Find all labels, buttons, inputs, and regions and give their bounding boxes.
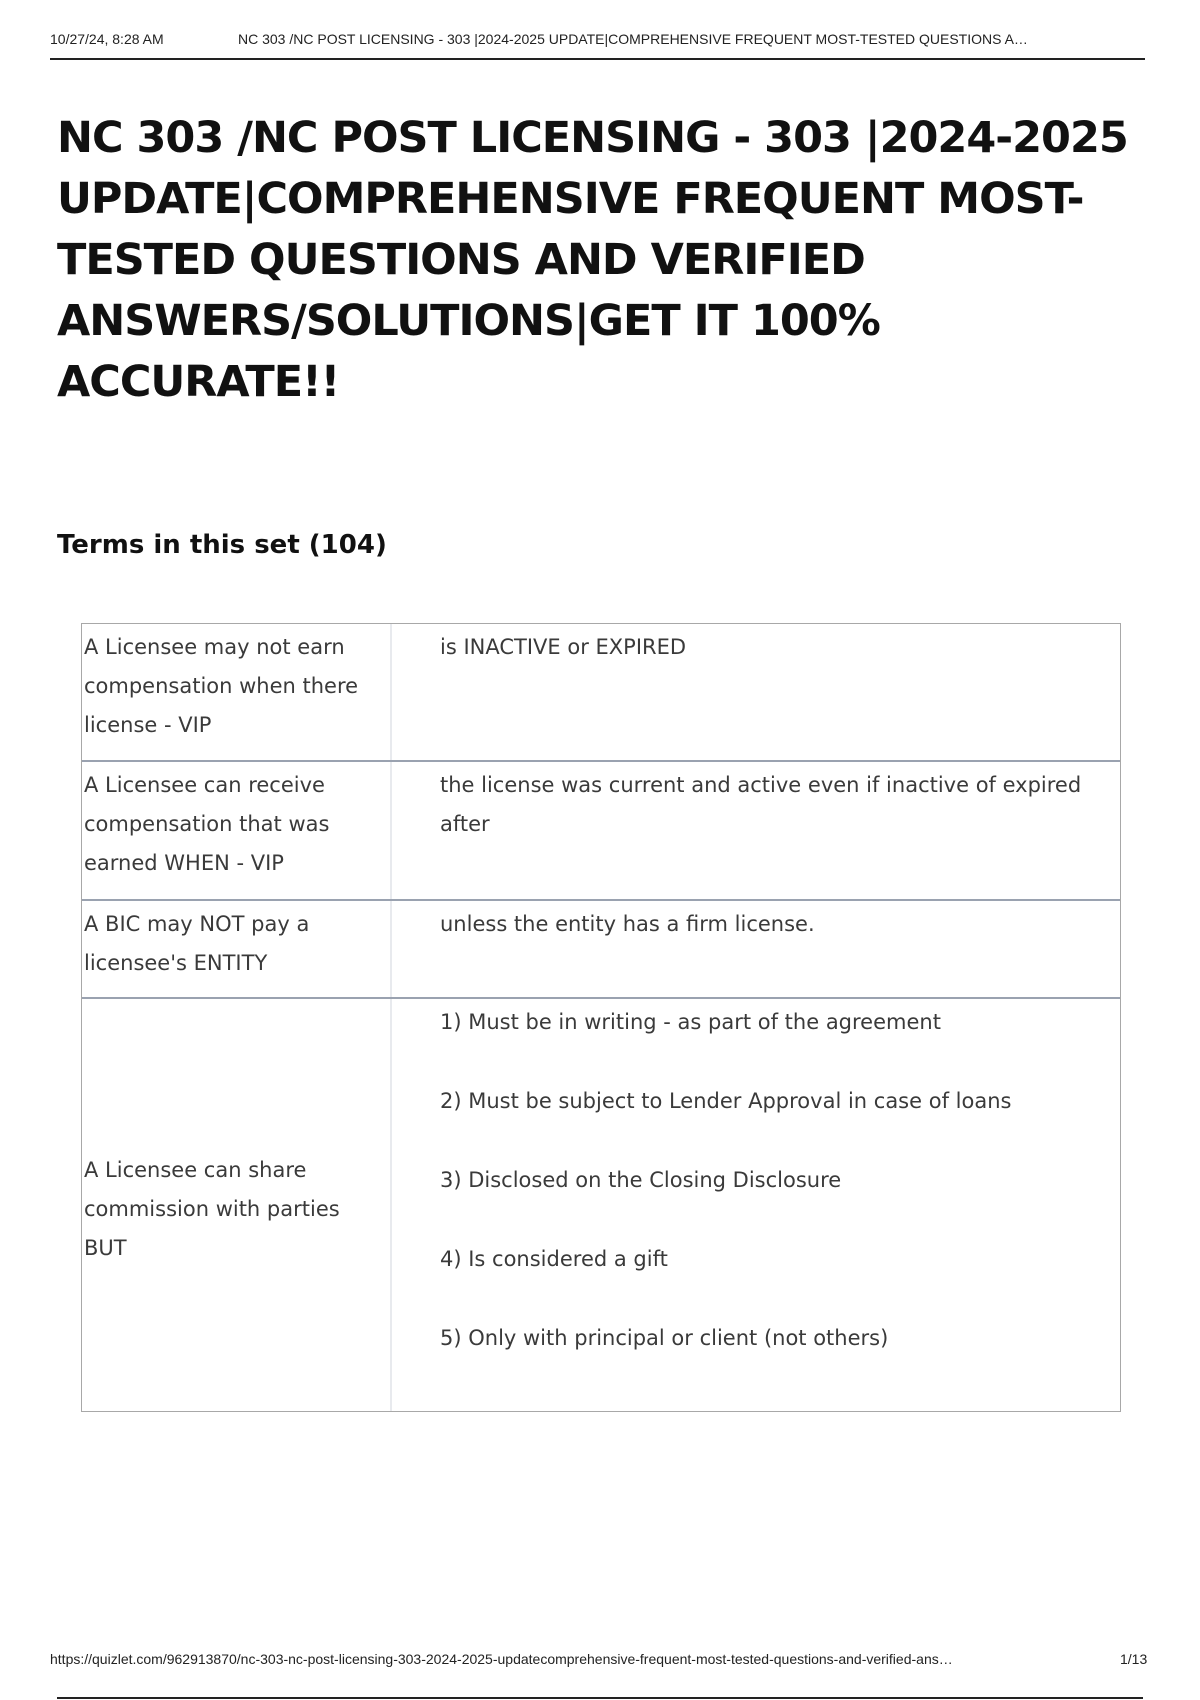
print-header [50, 30, 1145, 60]
term-text: A Licensee may not earn compensation when there license - VIP [82, 624, 392, 760]
term-row [82, 999, 1120, 1411]
term-text [82, 999, 392, 1411]
terms-table [81, 623, 1121, 1412]
term-text: A Licensee can receive compensation that was earned WHEN - VIP [82, 762, 392, 899]
term-row [82, 762, 1120, 901]
definition-list-item: 5) Only with principal or client (not others) [440, 1326, 889, 1350]
definition-list-item: 2) Must be subject to Lender Approval in case of loans [440, 1089, 1012, 1113]
term-text-content: A Licensee can share commission with parties BUT [84, 1157, 340, 1260]
term-row [82, 901, 1120, 999]
term-row [82, 624, 1120, 762]
definition-text: unless the entity has a firm license. [440, 912, 815, 936]
print-header-title: NC 303 /NC POST LICENSING - 303 |2024-2025 UPDATE|COMPREHENSIVE FREQUENT MOST-TESTED QUESTIONS A… [238, 31, 1028, 47]
print-date: 10/27/24, 8:28 AM [50, 31, 164, 47]
definition-list-item: 1) Must be in writing - as part of the agreement [440, 1010, 941, 1034]
definition-text: is INACTIVE or EXPIRED [440, 635, 687, 659]
term-text: A BIC may NOT pay a licensee's ENTITY [82, 901, 392, 997]
definition-list-item: 3) Disclosed on the Closing Disclosure [440, 1168, 842, 1192]
page-url: https://quizlet.com/962913870/nc-303-nc-post-licensing-303-2024-2025-updatecomprehensive-frequent-most-tested-questions-and-verified-ans… [50, 1651, 953, 1667]
definition-cell [392, 901, 1120, 997]
footer-divider [57, 1697, 1143, 1699]
page-title: NC 303 /NC POST LICENSING - 303 |2024-2025 UPDATE|COMPREHENSIVE FREQUENT MOST-TESTED QUESTIONS AND VERIFIED ANSWERS/SOLUTIONS|GET IT 100% ACCURATE!! [57, 113, 1128, 407]
definition-cell [392, 999, 1120, 1411]
definition-list-item: 4) Is considered a gift [440, 1247, 668, 1271]
definition-cell [392, 762, 1120, 899]
definition-text: the license was current and active even if inactive of expired after [440, 773, 1082, 836]
definition-cell [392, 624, 1120, 760]
page-number: 1/13 [1120, 1651, 1148, 1667]
terms-count-heading: Terms in this set (104) [57, 530, 387, 560]
